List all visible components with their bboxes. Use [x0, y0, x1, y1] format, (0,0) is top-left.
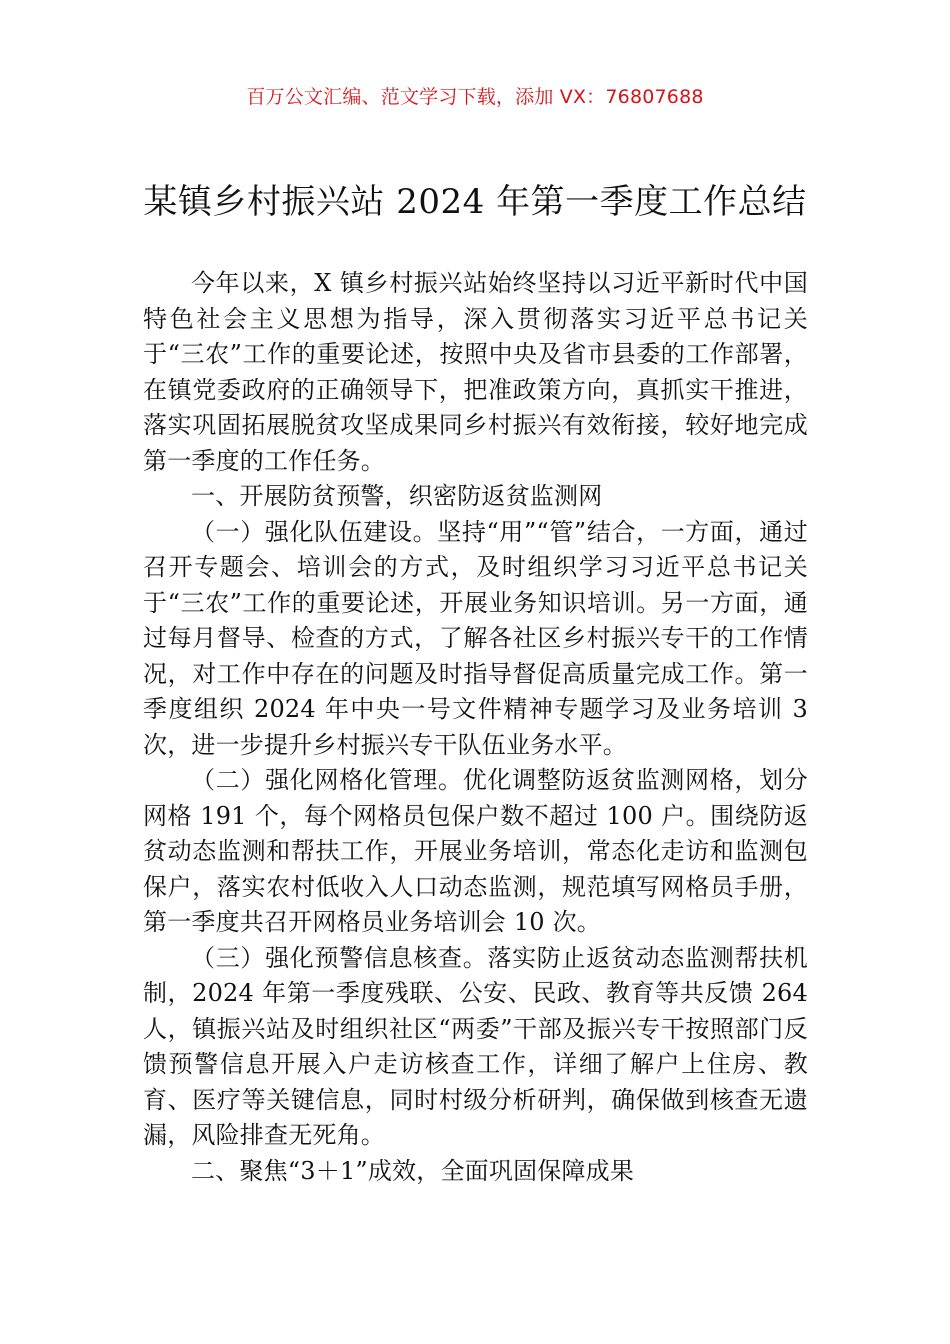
section-heading-2: 二、聚焦“3＋1”成效，全面巩固保障成果 [191, 1156, 635, 1185]
intro-paragraph: 今年以来，X 镇乡村振兴站始终坚持以习近平新时代中国特色社会主义思想为指导，深入贯彻落实习近平总书记关于“三农”工作的重要论述，按照中央及省市县委的工作部署，在镇党委政府的正确领导下，把准政策方向，真抓实干推进，落实巩固拓展脱贫攻坚成果同乡村振兴有效衔接，较好地完成第一季度的工作任务。 [143, 269, 808, 475]
paragraph-team-building: （一）强化队伍建设。坚持“用”“管”结合，一方面，通过召开专题会、培训会的方式，及时组织学习习近平总书记关于“三农”工作的重要论述，开展业务知识培训。另一方面，通过每月督导、检查的方式，了解各社区乡村振兴专干的工作情况，对工作中存在的问题及时指导督促高质量完成工作。第一季度组织 2024 年中央一号文件精神专题学习及业务培训 3 次，进一步提升乡村振兴专干队伍业务水平。 [143, 517, 808, 759]
paragraph-warning-verification: （三）强化预警信息核查。落实防止返贫动态监测帮扶机制，2024 年第一季度残联、公安、民政、教育等共反馈 264 人，镇振兴站及时组织社区“两委”干部及振兴专干按照部门反馈预警信息开展入户走访核查工作，详细了解户上住房、教育、医疗等关键信息，同时村级分析研判，确保做到核查无遗漏，风险排查无死角。 [143, 943, 808, 1149]
header-notice: 百万公文汇编、范文学习下载，添加 VX：76807688 [246, 86, 704, 108]
paragraph-grid-management: （二）强化网格化管理。优化调整防返贫监测网格，划分网格 191 个，每个网格员包保户数不超过 100 户。围绕防返贫动态监测和帮扶工作，开展业务培训，常态化走访和监测包保户，落实农村低收入人口动态监测，规范填写网格员手册，第一季度共召开网格员业务培训会 10 次。 [143, 766, 808, 936]
section-heading-1: 一、开展防贫预警，织密防返贫监测网 [191, 482, 603, 510]
document-body [143, 266, 808, 1189]
document-title: 某镇乡村振兴站 2024 年第一季度工作总结 [143, 182, 807, 222]
